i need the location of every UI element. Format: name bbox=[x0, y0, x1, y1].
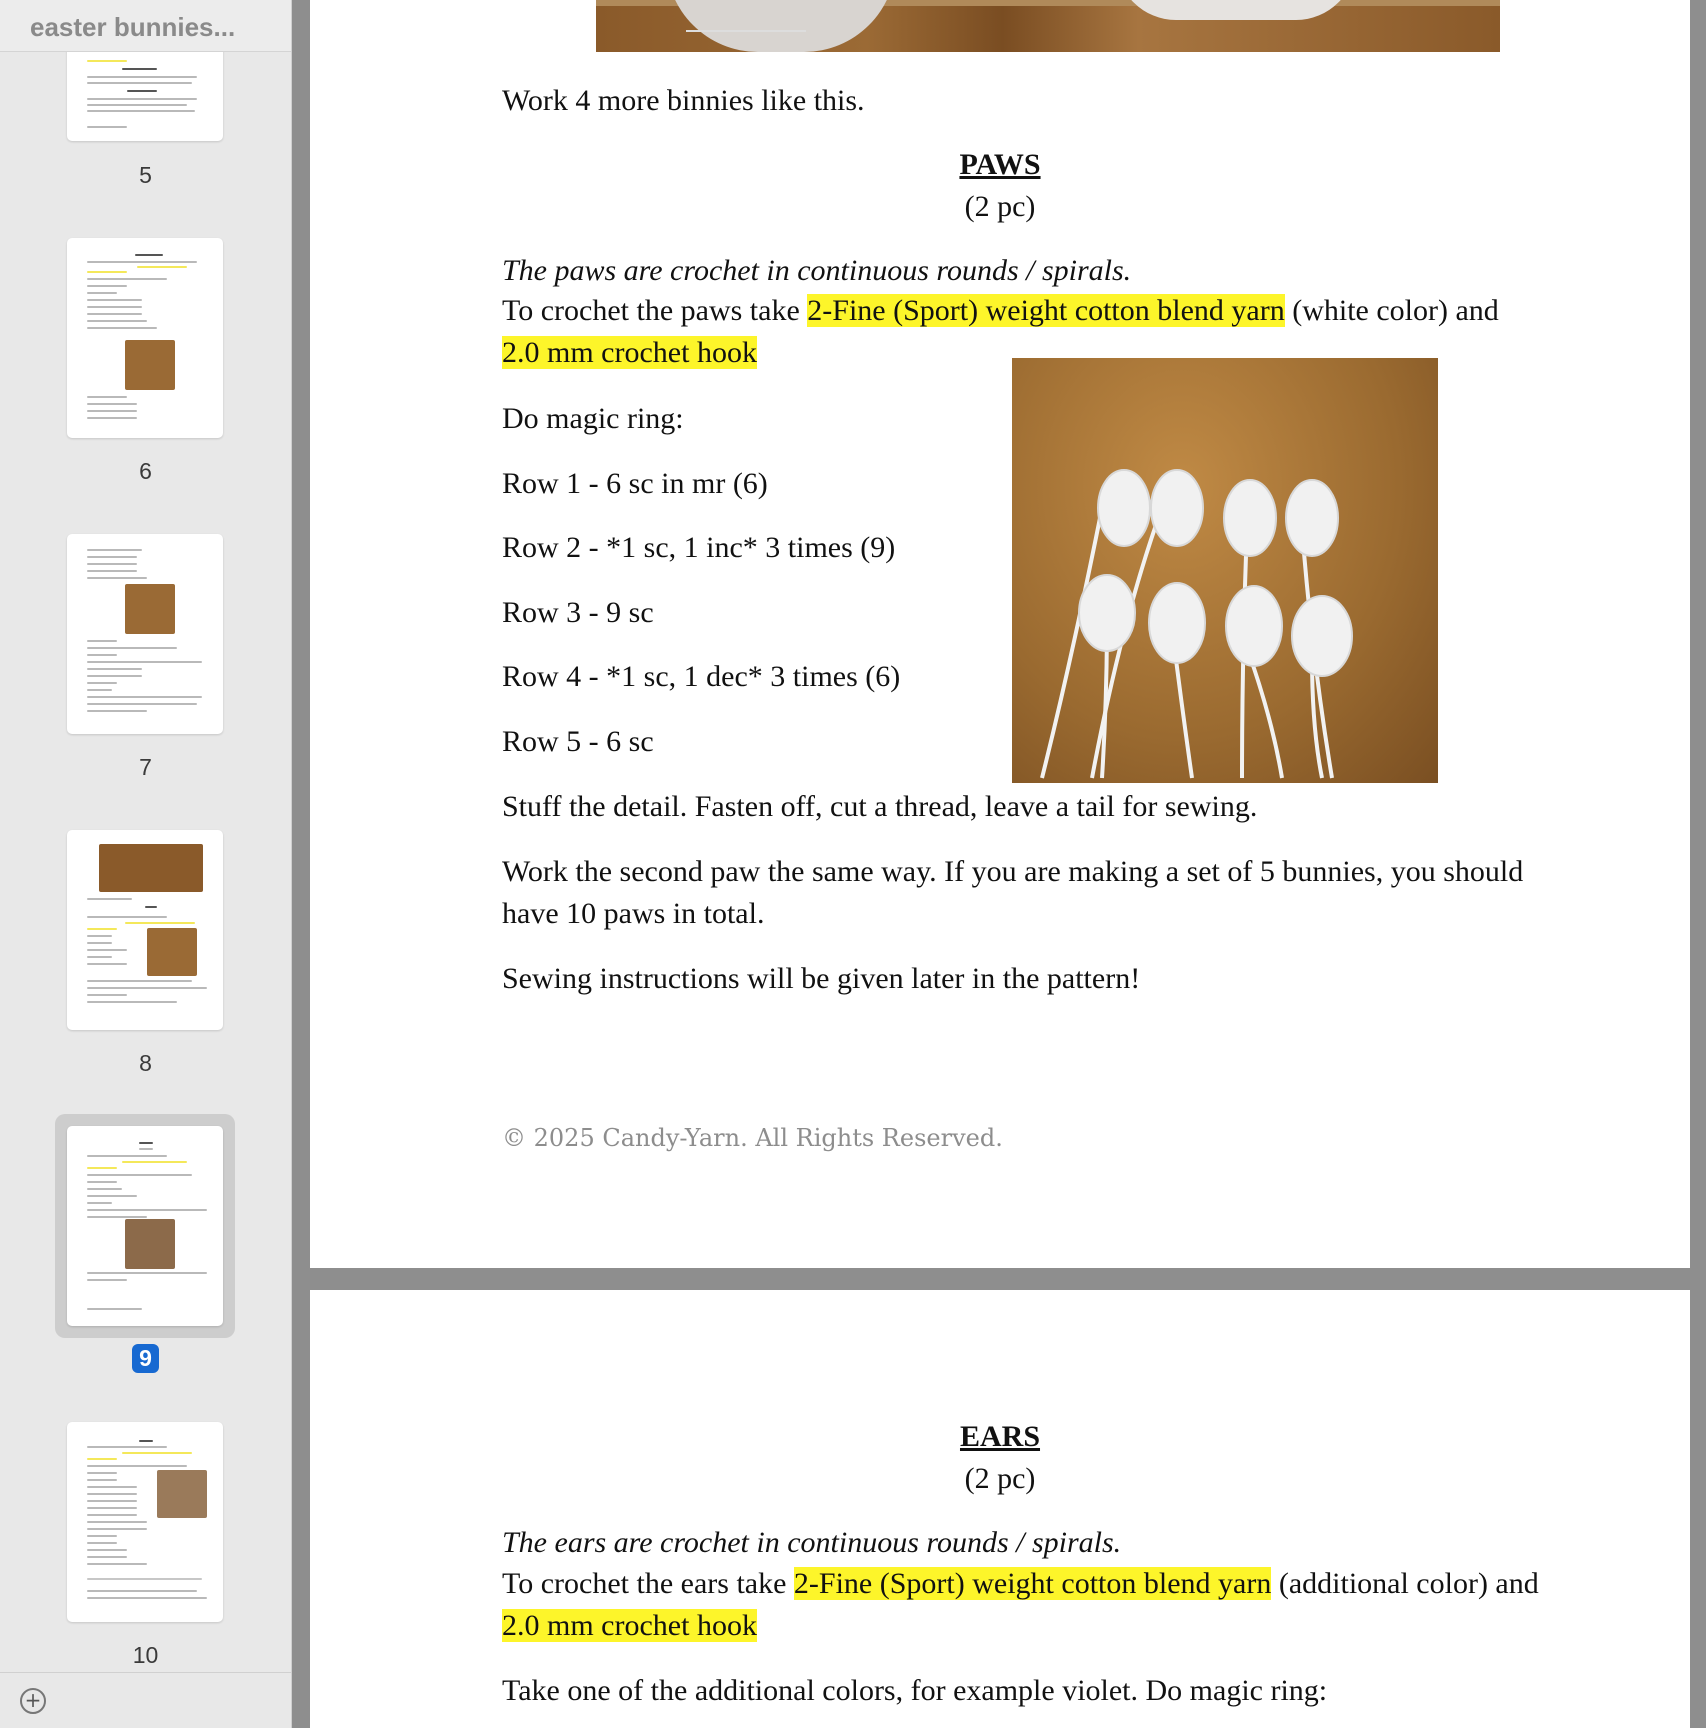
paws-photo bbox=[1012, 358, 1438, 783]
step-text: Do magic ring: bbox=[502, 402, 684, 435]
step-text: Row 1 - 6 sc in mr (6) bbox=[502, 467, 768, 500]
piece-count: (2 pc) bbox=[964, 1462, 1036, 1495]
page-thumbnail-9[interactable] bbox=[67, 1126, 223, 1326]
page-number-6: 6 bbox=[139, 458, 152, 484]
page-number-7: 7 bbox=[139, 754, 152, 780]
italic-note: The ears are crochet in continuous rounds / spirals. bbox=[502, 1526, 1122, 1559]
sewing-note: Sewing instructions will be given later in the pattern! bbox=[502, 962, 1141, 995]
hook-highlight: 2.0 mm crochet hook bbox=[502, 1609, 757, 1642]
materials-line bbox=[502, 1567, 1539, 1601]
stuff-text: Stuff the detail. Fasten off, cut a thread, leave a tail for sewing. bbox=[502, 790, 1258, 823]
page-number-10: 10 bbox=[132, 1642, 159, 1668]
italic-note: The paws are crochet in continuous rounds / spirals. bbox=[502, 254, 1132, 287]
piece-count: (2 pc) bbox=[964, 190, 1036, 223]
page-number-5: 5 bbox=[139, 162, 152, 188]
bunnies-photo bbox=[596, 0, 1500, 52]
yarn-highlight: 2-Fine (Sport) weight cotton blend yarn bbox=[807, 294, 1285, 327]
yarn-highlight: 2-Fine (Sport) weight cotton blend yarn bbox=[793, 1567, 1272, 1600]
section-heading: PAWS bbox=[959, 148, 1041, 181]
document-page bbox=[310, 1290, 1690, 1728]
document-page bbox=[310, 0, 1690, 1268]
section-heading: EARS bbox=[959, 1420, 1041, 1453]
hook-highlight: 2.0 mm crochet hook bbox=[502, 336, 757, 369]
page-thumbnail-10[interactable] bbox=[67, 1422, 223, 1622]
page-thumbnail-5[interactable] bbox=[67, 40, 223, 141]
materials-line bbox=[502, 294, 1499, 328]
page-thumbnail-8[interactable] bbox=[67, 830, 223, 1030]
materials-text-after: (white color) and bbox=[1284, 294, 1499, 327]
next-step-text: Take one of the additional colors, for example violet. Do magic ring: bbox=[502, 1674, 1328, 1707]
document-title: easter bunnies... bbox=[0, 0, 291, 52]
second-paw-text: Work the second paw the same way. If you are making a set of 5 bunnies, you should bbox=[502, 855, 1524, 888]
thumbnail-sidebar bbox=[0, 0, 292, 1728]
plus-circle-icon[interactable]: + bbox=[20, 1688, 46, 1714]
page-thumbnail-6[interactable] bbox=[67, 238, 223, 438]
intro-text: Work 4 more binnies like this. bbox=[502, 84, 865, 117]
materials-text-after: (additional color) and bbox=[1271, 1567, 1539, 1600]
step-text: Row 2 - *1 sc, 1 inc* 3 times (9) bbox=[502, 531, 896, 564]
copyright-footer: © 2025 Candy-Yarn. All Rights Reserved. bbox=[502, 1124, 1003, 1152]
step-text: Row 4 - *1 sc, 1 dec* 3 times (6) bbox=[502, 660, 901, 693]
materials-text: To crochet the ears take bbox=[502, 1567, 794, 1600]
materials-text: To crochet the paws take bbox=[502, 294, 808, 327]
page-number-9 bbox=[0, 1344, 291, 1373]
sidebar-divider bbox=[0, 1672, 291, 1673]
page-thumbnail-7[interactable] bbox=[67, 534, 223, 734]
step-text: Row 3 - 9 sc bbox=[502, 596, 654, 629]
second-paw-text-2: have 10 paws in total. bbox=[502, 897, 765, 930]
page-number-8: 8 bbox=[139, 1050, 152, 1076]
step-text: Row 5 - 6 sc bbox=[502, 725, 654, 758]
selected-page-number: 9 bbox=[132, 1344, 159, 1373]
